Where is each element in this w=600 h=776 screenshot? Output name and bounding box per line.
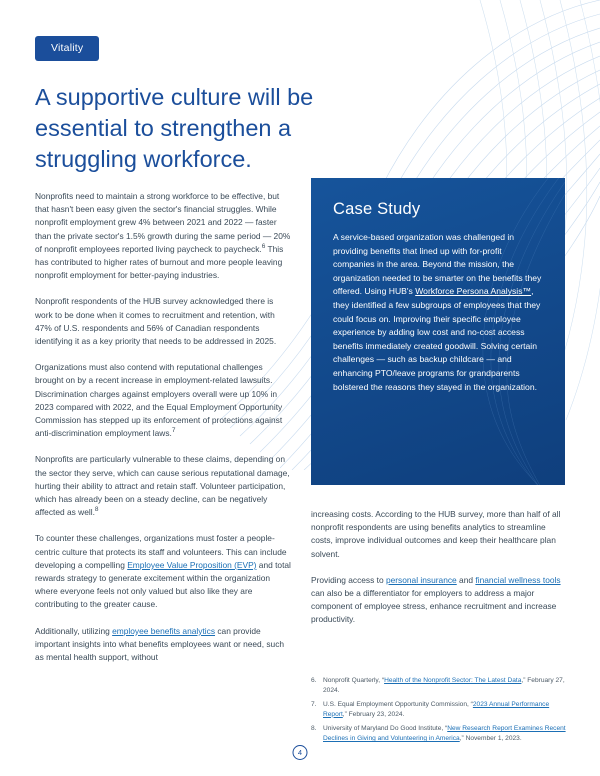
paragraph-5 bbox=[35, 532, 292, 611]
link-workforce-persona-analysis[interactable]: Workforce Persona Analysis™ bbox=[415, 286, 532, 297]
footnote-link[interactable]: New Research Report Examines Recent Declines in Giving and Volunteering in America bbox=[323, 725, 566, 742]
body-column-left bbox=[35, 190, 292, 664]
paragraph-4-text: Nonprofits are particularly vulnerable to these claims, depending on the sector they serve, which can cause serious reputational damage, hurting their ability to attract and retain staff. Volunteer participation, which has already been on a steady decline, can be negatively affected as well. bbox=[35, 454, 290, 518]
paragraph-3-text: Organizations must also contend with reputational challenges brought on by a recent increase in employment-related lawsuits. Discrimination charges against employers overall were up 10% in 2023 compared with 2022, and the Equal Employment Opportunity Commission has stepped up its enforcement of protections against anti-discrimination employment laws. bbox=[35, 362, 283, 439]
footnote-post: ,” February 27, 2024. bbox=[323, 677, 565, 694]
paragraph-1-text-b: This has contributed to higher rates of burnout and more people leaving nonprofit employment for better-paying industries. bbox=[35, 243, 284, 281]
footnote-ref-8: 8 bbox=[94, 506, 99, 514]
paragraph-4 bbox=[35, 453, 292, 519]
paragraph-7: increasing costs. According to the HUB survey, more than half of all nonprofit respondents are using benefits analytics to streamline costs, improve individual outcomes and keep their healthcare plan solvent. bbox=[311, 509, 561, 559]
footnote-text bbox=[323, 700, 567, 719]
paragraph-6-text-a: Additionally, utilizing bbox=[35, 625, 113, 636]
paragraph-6 bbox=[35, 625, 292, 665]
footnote-item bbox=[311, 724, 567, 743]
paragraph-1 bbox=[35, 190, 292, 282]
footnote-pre: U.S. Equal Employment Opportunity Commission, “ bbox=[323, 701, 473, 709]
paragraph-3 bbox=[35, 361, 292, 440]
paragraph-8 bbox=[311, 574, 565, 627]
paragraph-6-text-b: can provide important insights into what benefits employees want or need, such as mental health support, without bbox=[35, 625, 285, 663]
page-number: 4 bbox=[293, 745, 308, 760]
paragraph-5-text-a: To counter these challenges, organizations must foster a people-centric culture that protects its staff and volunteers. This can include developing a compelling bbox=[35, 533, 287, 570]
footnote-ref-6: 6 bbox=[261, 243, 266, 251]
link-employee-benefits-analytics[interactable]: employee benefits analytics bbox=[112, 625, 216, 636]
paragraph-8-text-b: can also be a differentiator for employers to address a major component of employee stress, enhance recruitment and increase productivity. bbox=[311, 588, 557, 625]
case-study-body bbox=[333, 231, 543, 394]
paragraph-1-text-a: Nonprofits need to maintain a strong workforce to be effective, but that hasn't been easy given the sector's financial struggles. While nonprofit employment grew 4% between 2021 and 2022 — faster than the private sector's 1.5% growth during the same period — 20% of nonprofit employees reported living paycheck to paycheck. bbox=[35, 191, 291, 254]
paragraph-8-text-a: Providing access to bbox=[311, 574, 386, 585]
link-personal-insurance[interactable]: personal insurance bbox=[385, 574, 457, 585]
case-study-text-a: A service-based organization was challenged in providing benefits that lined up with for-profit companies in the area. Beyond the mission, the organization needed to be smarter on the benefits they offered. Using HUB's bbox=[333, 232, 542, 297]
footnote-link[interactable]: 2023 Annual Performance Report bbox=[323, 701, 550, 718]
case-study-title: Case Study bbox=[333, 200, 421, 218]
footnote-item bbox=[311, 700, 567, 719]
footnote-post: ,” February 23, 2024. bbox=[342, 710, 405, 718]
footnote-number: 6. bbox=[311, 677, 317, 684]
footnote-pre: Nonprofit Quarterly, “ bbox=[323, 677, 385, 684]
section-tag: Vitality bbox=[35, 36, 99, 61]
footnote-list bbox=[311, 676, 567, 749]
footnote-text bbox=[323, 676, 567, 695]
link-employee-value-proposition[interactable]: Employee Value Proposition (EVP) bbox=[127, 559, 257, 570]
case-study-panel bbox=[311, 178, 565, 485]
footnote-text bbox=[323, 724, 567, 743]
case-study-text-b: , they identified a few subgroups of employees that they could focus on. Improving their specific employee experience by adding low cost and no-cost access benefits immediately created goodwill. Solving certain challenges — such as backup childcare — and enhancing PTO/leave programs for grandparents bolstered the reasons they stayed in the organization. bbox=[333, 286, 541, 392]
link-financial-wellness-tools[interactable]: financial wellness tools bbox=[475, 574, 561, 585]
footnote-number: 7. bbox=[311, 701, 317, 709]
paragraph-5-text-b: and total rewards strategy to generate excitement within the organization where everyone feels not only valued but also like they are contributing to the greater cause. bbox=[35, 559, 291, 610]
footnote-ref-7: 7 bbox=[171, 427, 176, 435]
page-title: A supportive culture will be essential to strengthen a struggling workforce. bbox=[35, 83, 314, 172]
footnote-post: ,” November 1, 2023. bbox=[459, 734, 522, 742]
body-column-right bbox=[311, 508, 565, 627]
footnote-link[interactable]: Health of the Nonprofit Sector: The Latest Data bbox=[384, 677, 522, 684]
paragraph-8-text-mid: and bbox=[456, 574, 476, 585]
footnote-number: 8. bbox=[311, 725, 317, 733]
footnote-pre: University of Maryland Do Good Institute, “ bbox=[323, 725, 448, 733]
paragraph-2: Nonprofit respondents of the HUB survey acknowledged there is work to be done when it comes to recruitment and retention, with 47% of U.S. respondents and 56% of Canadian respondents identifying it as a key priority that needs to be addressed in 2025. bbox=[35, 296, 277, 347]
footnote-item bbox=[311, 676, 567, 695]
